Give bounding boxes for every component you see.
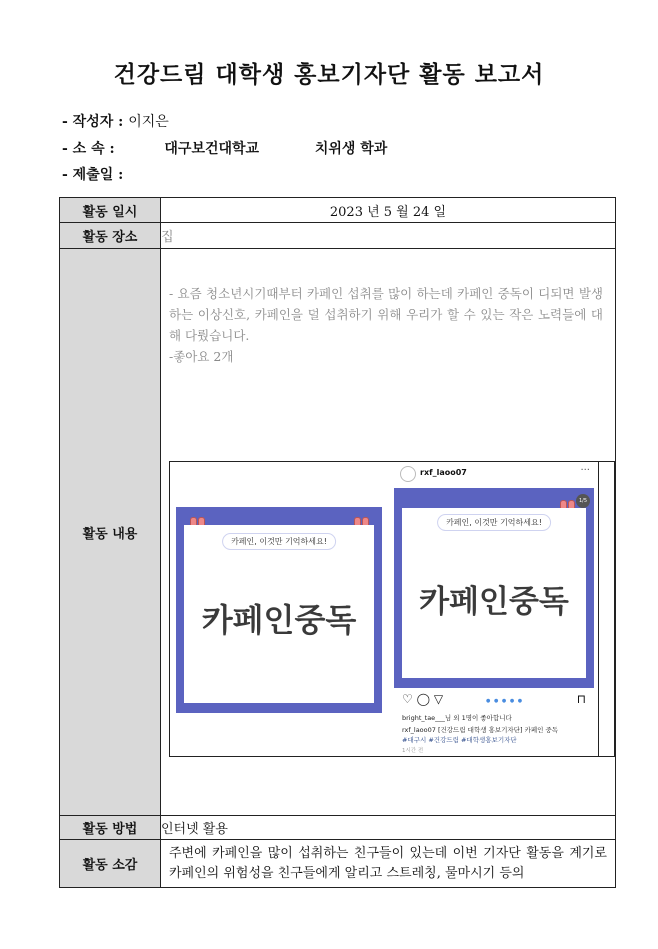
likes-line: bright_tae___님 외 1명이 좋아합니다 [402,714,512,722]
avatar[interactable] [400,466,416,482]
method-value: 인터넷 활용 [161,816,616,840]
more-icon[interactable]: ··· [580,465,590,476]
impression-label: 활동 소감 [60,840,161,888]
card-headline: 카페인중독 [201,601,357,639]
affiliation-label: - 소 속 : [62,141,115,157]
place-label: 활동 장소 [60,223,161,249]
university: 대구보건대학교 [164,141,260,157]
department: 치위생 학과 [314,141,388,157]
card-pill: 카페인, 이것만 기억하세요! [222,533,336,550]
report-table [59,197,616,888]
action-icons[interactable]: ♡ ◯ ▽ [402,692,444,706]
author-name: 이지은 [128,114,169,130]
post-username[interactable]: rxf_laoo07 [420,468,467,477]
content-likes: -좋아요 2개 [169,349,234,364]
page-badge: 1/5 [576,494,590,508]
impression-text: 주변에 카페인을 많이 섭취하는 친구들이 있는데 이번 기자단 활동을 계기로 카페인의 위험성을 친구들에게 알리고 스트레칭, 물마시기 등의 [161,840,616,888]
place-value: 집 [161,223,616,249]
post-pill: 카페인, 이것만 기억하세요! [437,514,551,531]
content-label: 활동 내용 [60,249,161,816]
caption: rxf_laoo07 [건강드림 대학생 홍보기자단] 카페인 중독 [402,726,559,734]
submit-date-row [62,164,123,184]
bookmark-icon[interactable]: ⊓ [576,692,586,706]
cardnews-image [176,507,382,713]
affiliation-row [62,138,387,158]
method-label: 활동 방법 [60,816,161,840]
date-label: 활동 일시 [60,198,161,223]
content-cell [161,249,616,816]
instagram-post [394,462,598,756]
post-image [394,488,594,688]
submit-date-label: - 제출일 : [62,167,124,183]
post-time: 1시간 전 [402,748,424,754]
author-label: - 작성자 : [62,114,124,130]
author-row [62,111,169,131]
carousel-dots: ● ● ● ● ● [486,698,524,704]
report-title: 건강드림 대학생 홍보기자단 활동 보고서 [113,61,545,88]
content-text: - 요즘 청소년시기때부터 카페인 섭취를 많이 하는데 카페인 중독이 디되면 발생하는 이상신호, 카페인을 덜 섭취하기 위해 우리가 할 수 있는 작은 노력들에 대해 다뤘습니다. -좋아요 2개 [169,283,603,367]
image-box [169,461,615,757]
hashtags[interactable]: #대구시 #건강드림 #대학생홍보기자단 [402,736,517,744]
post-headline: 카페인중독 [419,584,569,620]
date-value: 2023 년 5 월 24 일 [161,198,616,223]
